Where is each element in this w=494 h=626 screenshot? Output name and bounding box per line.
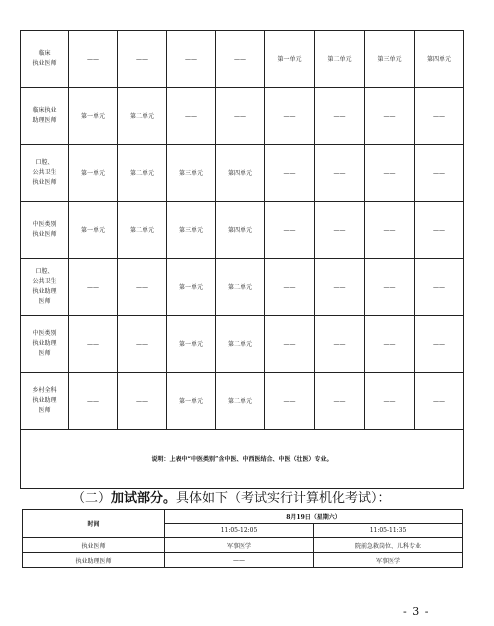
empty-cell: —— (167, 31, 216, 88)
empty-cell: —— (415, 373, 464, 430)
empty-cell: —— (315, 373, 365, 430)
empty-cell: —— (415, 88, 464, 145)
unit-cell: 第三单元 (167, 145, 216, 202)
schedule-row (21, 373, 464, 430)
empty-cell: —— (167, 88, 216, 145)
row-category (21, 145, 69, 202)
empty-cell: —— (265, 202, 315, 259)
unit-cell: 第三单元 (167, 202, 216, 259)
empty-cell: —— (118, 316, 167, 373)
section-heading-bold: 加试部分。 (111, 491, 177, 506)
unit-cell: 第一单元 (69, 145, 118, 202)
unit-cell: 第四单元 (216, 202, 265, 259)
row-category-line: 执业医师 (32, 179, 57, 186)
extra-exam-table (22, 509, 463, 568)
row-category-line: 口腔、 (35, 159, 54, 166)
empty-cell: —— (365, 145, 415, 202)
row-category (21, 31, 69, 88)
row-category-line: 公共卫生 (32, 169, 57, 176)
unit-cell: 第二单元 (216, 316, 265, 373)
empty-cell: —— (118, 31, 167, 88)
empty-cell: —— (415, 145, 464, 202)
empty-cell: —— (69, 316, 118, 373)
unit-cell: 第二单元 (216, 373, 265, 430)
empty-cell: —— (265, 373, 315, 430)
row-subject: 军事医学 (165, 538, 314, 553)
empty-cell: —— (315, 145, 365, 202)
row-category-line: 中医类别 (32, 330, 57, 337)
row-subject: —— (165, 553, 314, 568)
empty-cell: —— (315, 202, 365, 259)
empty-cell: —— (315, 316, 365, 373)
empty-cell: —— (69, 31, 118, 88)
row-category-line: 执业助理 (32, 397, 57, 404)
empty-cell: —— (365, 373, 415, 430)
unit-cell: 第二单元 (315, 31, 365, 88)
row-category-line: 执业医师 (32, 60, 57, 67)
empty-cell: —— (365, 259, 415, 316)
row-category-line: 助理医师 (32, 117, 57, 124)
empty-cell: —— (365, 202, 415, 259)
unit-cell: 第一单元 (167, 373, 216, 430)
empty-cell: —— (216, 31, 265, 88)
unit-cell: 第一单元 (69, 88, 118, 145)
schedule-body (21, 31, 464, 489)
page-number: - 3 - (403, 605, 430, 618)
row-label: 执业医师 (23, 538, 165, 553)
row-category-line: 执业助理 (32, 288, 57, 295)
empty-cell: —— (216, 88, 265, 145)
empty-cell: —— (118, 259, 167, 316)
schedule-row (21, 202, 464, 259)
schedule-row (21, 259, 464, 316)
row-category-line: 医师 (38, 350, 51, 357)
unit-cell: 第二单元 (216, 259, 265, 316)
row-category (21, 259, 69, 316)
row-category-line: 执业助理 (32, 340, 57, 347)
unit-cell: 第二单元 (118, 202, 167, 259)
unit-cell: 第二单元 (118, 88, 167, 145)
empty-cell: —— (315, 88, 365, 145)
unit-cell: 第三单元 (365, 31, 415, 88)
row-category (21, 202, 69, 259)
row-category-line: 医师 (38, 407, 51, 414)
row-category (21, 88, 69, 145)
time-slot-1: 11:05-12:05 (165, 524, 314, 538)
row-label: 执业助理医师 (23, 553, 165, 568)
unit-cell: 第二单元 (118, 145, 167, 202)
row-category (21, 373, 69, 430)
time-slot-2: 11:05-11:35 (314, 524, 463, 538)
empty-cell: —— (265, 259, 315, 316)
row-subject: 军事医学 (314, 553, 463, 568)
row-category-line: 临床执业 (32, 107, 57, 114)
row-category-line: 中医类别 (32, 221, 57, 228)
schedule-row (21, 145, 464, 202)
note-row (21, 430, 464, 489)
schedule-row (21, 316, 464, 373)
section-number: （二） (72, 491, 112, 506)
row-category-line: 公共卫生 (32, 278, 57, 285)
time-header: 时间 (23, 510, 165, 538)
unit-cell: 第一单元 (167, 259, 216, 316)
exam-schedule-table (20, 30, 464, 489)
empty-cell: —— (365, 316, 415, 373)
empty-cell: —— (365, 88, 415, 145)
empty-cell: —— (415, 316, 464, 373)
section-heading (72, 487, 391, 506)
table-note: 说明：上表中“中医类别”含中医、中西医结合、中医（壮医）专业。 (21, 430, 464, 489)
row-category (21, 316, 69, 373)
exam-date: 8月19日（星期六） (165, 510, 463, 524)
row-category-line: 口腔、 (35, 268, 54, 275)
section-heading-rest: 具体如下（考试实行计算机化考试）： (176, 491, 391, 506)
row-category-line: 临床 (38, 50, 51, 57)
empty-cell: —— (265, 88, 315, 145)
unit-cell: 第四单元 (415, 31, 464, 88)
empty-cell: —— (265, 316, 315, 373)
unit-cell: 第一单元 (167, 316, 216, 373)
unit-cell: 第一单元 (69, 202, 118, 259)
empty-cell: —— (265, 145, 315, 202)
empty-cell: —— (415, 259, 464, 316)
empty-cell: —— (118, 373, 167, 430)
empty-cell: —— (69, 259, 118, 316)
unit-cell: 第一单元 (265, 31, 315, 88)
empty-cell: —— (415, 202, 464, 259)
row-category-line: 乡村全科 (32, 387, 57, 394)
row-category-line: 执业医师 (32, 231, 57, 238)
unit-cell: 第四单元 (216, 145, 265, 202)
row-category-line: 医师 (38, 298, 51, 305)
schedule-row (21, 88, 464, 145)
row-subject: 院前急救岗位、儿科专业 (314, 538, 463, 553)
empty-cell: —— (315, 259, 365, 316)
schedule-row (21, 31, 464, 88)
empty-cell: —— (69, 373, 118, 430)
